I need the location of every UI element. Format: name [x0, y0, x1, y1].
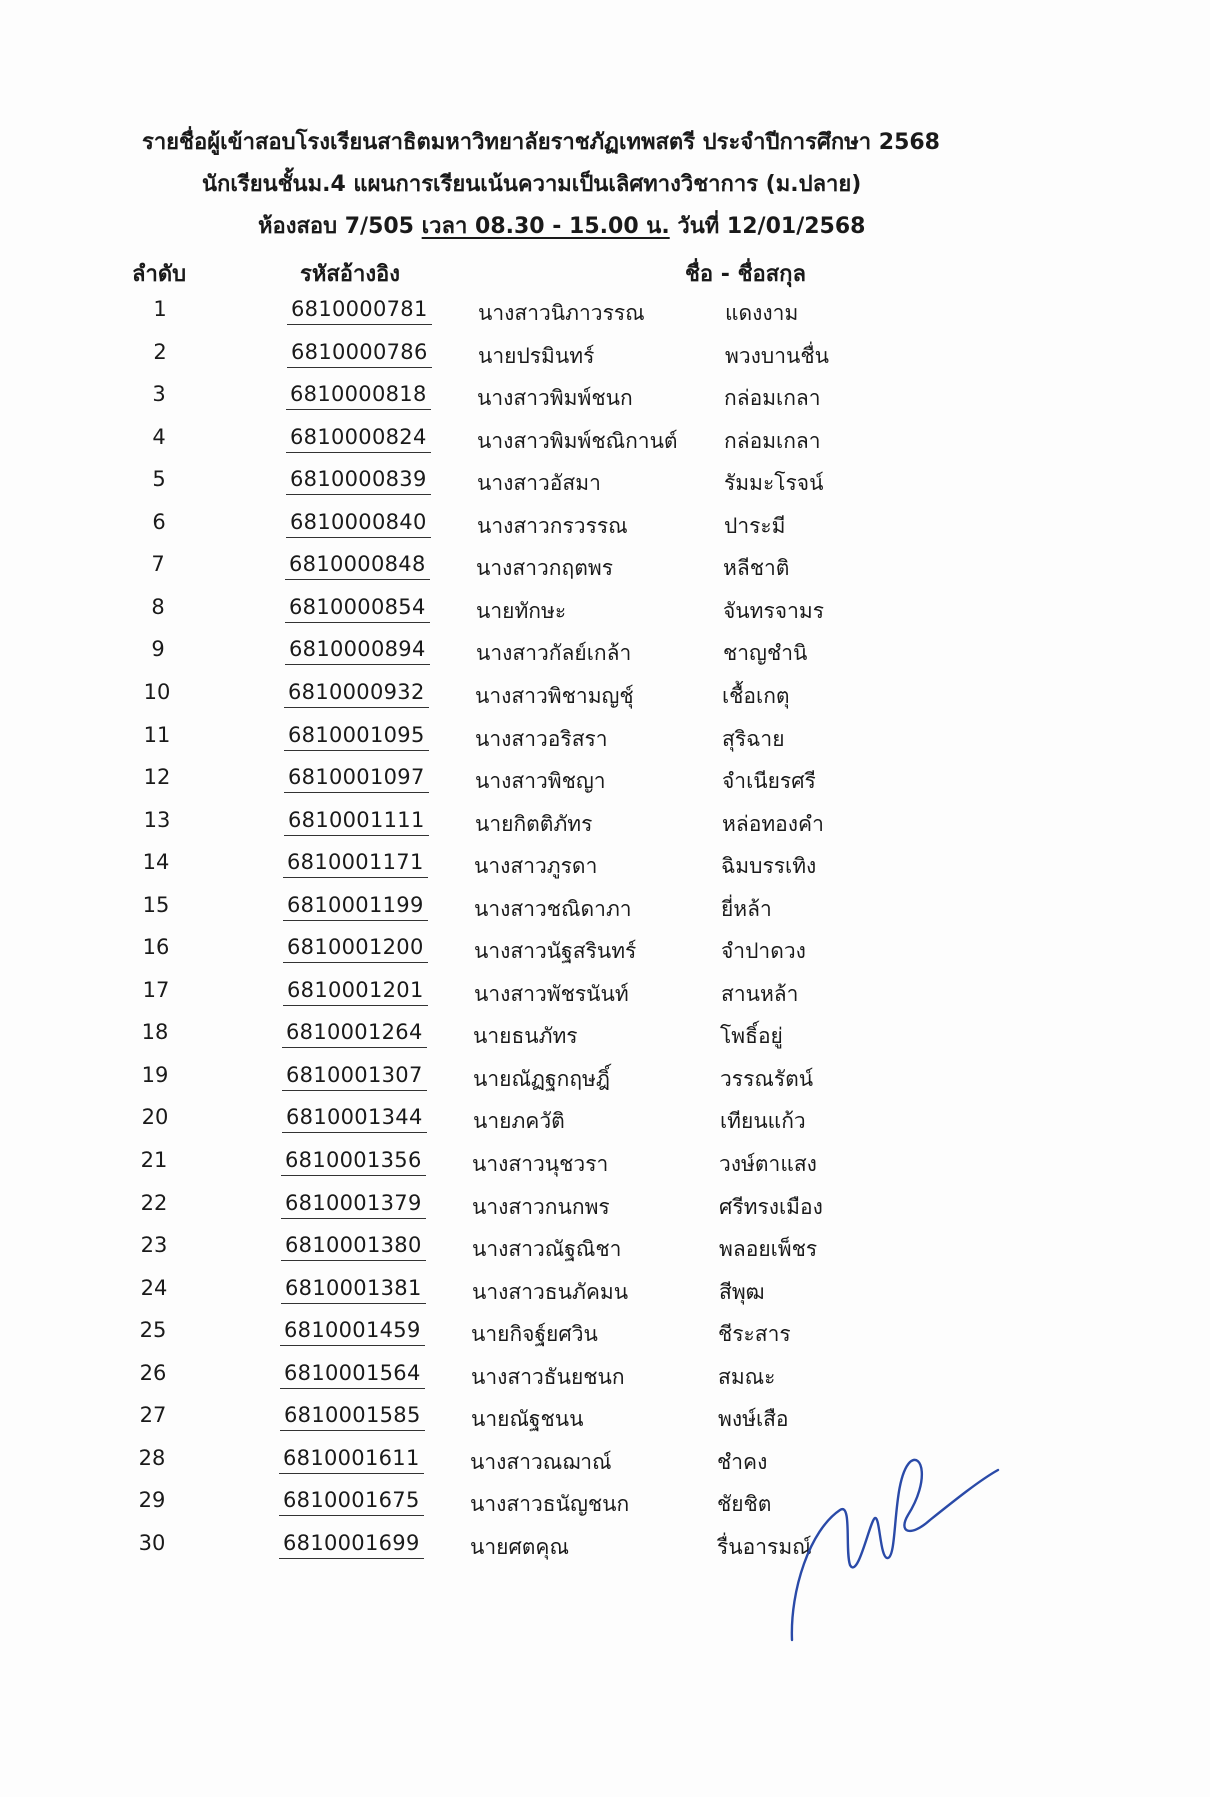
student-last-name: สีพุฒ: [719, 1280, 765, 1304]
student-first-name: นายกิตติภัทร: [475, 812, 593, 836]
ref-id: 6810000786: [287, 340, 432, 368]
ref-id: 6810001199: [283, 893, 428, 921]
table-row: [0, 1148, 1210, 1182]
row-number: 27: [139, 1403, 167, 1427]
table-row: [0, 1191, 1210, 1225]
student-last-name: แดงงาม: [725, 301, 799, 325]
row-number: 9: [151, 637, 165, 661]
student-last-name: ศรีทรงเมือง: [719, 1195, 823, 1219]
student-first-name: นางสาวกรวรรณ: [477, 514, 628, 538]
student-last-name: หล่อทองคำ: [722, 812, 824, 836]
exam-room-line: [258, 208, 865, 243]
row-number: 6: [152, 510, 166, 534]
student-last-name: รัมมะโรจน์: [724, 471, 824, 495]
exam-room: ห้องสอบ 7/505: [258, 214, 422, 239]
ref-id: 6810000840: [286, 510, 431, 538]
row-number: 24: [140, 1276, 168, 1300]
table-row: [0, 1446, 1210, 1480]
row-number: 16: [142, 935, 170, 959]
row-number: 12: [143, 765, 171, 789]
student-first-name: นางสาวนุชวรา: [472, 1152, 609, 1176]
table-row: [0, 1063, 1210, 1097]
student-first-name: นายกิจฐ์ยศวิน: [471, 1322, 598, 1346]
column-header-name: ชื่อ - ชื่อสกุล: [685, 262, 806, 287]
row-number: 28: [138, 1446, 166, 1470]
ref-id: 6810001611: [279, 1446, 424, 1474]
student-last-name: สมณะ: [718, 1365, 776, 1389]
table-row: [0, 978, 1210, 1012]
row-number: 8: [151, 595, 165, 619]
student-last-name: วรรณรัตน์: [720, 1067, 814, 1091]
student-first-name: นายปรมินทร์: [478, 344, 595, 368]
row-number: 14: [142, 850, 170, 874]
row-number: 1: [153, 297, 167, 321]
student-last-name: โพธิ์อยู่: [720, 1024, 783, 1048]
table-row: [0, 467, 1210, 501]
student-last-name: ชัยชิต: [717, 1492, 772, 1516]
ref-id: 6810000781: [287, 297, 432, 325]
ref-id: 6810001459: [280, 1318, 425, 1346]
ref-id: 6810000854: [285, 595, 430, 623]
table-row: [0, 765, 1210, 799]
table-row: [0, 808, 1210, 842]
student-first-name: นายณัฏฐกฤษฎิ์: [473, 1067, 610, 1091]
student-last-name: สุริฉาย: [722, 727, 785, 751]
ref-id: 6810001095: [284, 723, 429, 751]
student-first-name: นางสาวกนกพร: [472, 1195, 610, 1219]
row-number: 23: [140, 1233, 168, 1257]
student-last-name: สานหล้า: [721, 982, 799, 1006]
student-first-name: นางสาวณัฐณิชา: [472, 1237, 622, 1261]
student-last-name: ฉิมบรรเทิง: [721, 854, 817, 878]
student-last-name: จำเนียรศรี: [722, 769, 816, 793]
row-number: 17: [142, 978, 170, 1002]
student-first-name: นางสาวอัสมา: [477, 471, 601, 495]
ref-id: 6810001171: [283, 850, 428, 878]
row-number: 2: [153, 340, 167, 364]
row-number: 22: [140, 1191, 168, 1215]
student-first-name: นางสาวพิชญา: [475, 769, 606, 793]
ref-id: 6810001380: [281, 1233, 426, 1261]
student-first-name: นางสาวอริสรา: [475, 727, 608, 751]
row-number: 7: [151, 552, 165, 576]
student-last-name: วงษ์ตาแสง: [719, 1152, 817, 1176]
row-number: 19: [141, 1063, 169, 1087]
table-row: [0, 1531, 1210, 1565]
student-first-name: นางสาวกัลย์เกล้า: [476, 641, 632, 665]
row-number: 21: [140, 1148, 168, 1172]
student-first-name: นางสาวพิชามญชุ์: [475, 684, 634, 708]
table-row: [0, 893, 1210, 927]
table-row: [0, 1403, 1210, 1437]
student-last-name: เทียนแก้ว: [720, 1109, 806, 1133]
table-row: [0, 1361, 1210, 1395]
student-first-name: นางสาวกฤตพร: [476, 556, 613, 580]
table-row: [0, 552, 1210, 586]
student-last-name: หลีชาติ: [723, 556, 790, 580]
table-row: [0, 595, 1210, 629]
row-number: 11: [143, 723, 171, 747]
ref-id: 6810000848: [285, 552, 430, 580]
student-last-name: จำปาดวง: [721, 939, 806, 963]
student-last-name: ยี่หล้า: [721, 897, 772, 921]
table-row: [0, 723, 1210, 757]
row-number: 29: [138, 1488, 166, 1512]
student-first-name: นายธนภัทร: [473, 1024, 578, 1048]
student-first-name: นายทักษะ: [476, 599, 567, 623]
ref-id: 6810000824: [286, 425, 431, 453]
exam-time: เวลา 08.30 - 15.00 น.: [421, 214, 670, 239]
ref-id: 6810000839: [286, 467, 431, 495]
student-last-name: ชาญชำนิ: [723, 641, 808, 665]
row-number: 10: [143, 680, 171, 704]
table-row: [0, 1276, 1210, 1310]
row-number: 18: [141, 1020, 169, 1044]
ref-id: 6810001201: [283, 978, 428, 1006]
student-first-name: นางสาวธนภัคมน: [472, 1280, 629, 1304]
student-last-name: พลอยเพ็ชร: [719, 1237, 818, 1261]
ref-id: 6810000894: [285, 637, 430, 665]
ref-id: 6810000932: [284, 680, 429, 708]
table-row: [0, 1318, 1210, 1352]
ref-id: 6810001381: [281, 1276, 426, 1304]
student-last-name: กล่อมเกลา: [724, 386, 821, 410]
ref-id: 6810001699: [279, 1531, 424, 1559]
student-first-name: นางสาวธันยชนก: [471, 1365, 625, 1389]
table-row: [0, 340, 1210, 374]
row-number: 4: [152, 425, 166, 449]
table-row: [0, 1488, 1210, 1522]
student-last-name: พงษ์เสือ: [718, 1407, 789, 1431]
ref-id: 6810001344: [282, 1105, 427, 1133]
row-number: 5: [152, 467, 166, 491]
student-last-name: รื่นอารมณ์: [717, 1535, 812, 1559]
table-row: [0, 510, 1210, 544]
ref-id: 6810001675: [279, 1488, 424, 1516]
student-first-name: นางสาวนัฐสรินทร์: [474, 939, 637, 963]
table-row: [0, 1233, 1210, 1267]
ref-id: 6810001307: [282, 1063, 427, 1091]
table-row: [0, 935, 1210, 969]
student-last-name: เชื้อเกตุ: [722, 684, 790, 708]
table-row: [0, 425, 1210, 459]
table-row: [0, 297, 1210, 331]
ref-id: 6810001097: [284, 765, 429, 793]
student-first-name: นางสาวชณิดาภา: [474, 897, 632, 921]
ref-id: 6810001200: [283, 935, 428, 963]
ref-id: 6810001564: [280, 1361, 425, 1389]
student-last-name: พวงบานชื่น: [725, 344, 829, 368]
row-number: 25: [139, 1318, 167, 1342]
table-row: [0, 1105, 1210, 1139]
ref-id: 6810001264: [282, 1020, 427, 1048]
student-last-name: จันทรจามร: [723, 599, 825, 623]
student-first-name: นางสาวธนัญชนก: [470, 1492, 630, 1516]
student-first-name: นางสาวพิมพ์ชณิกานต์: [477, 429, 678, 453]
document-title: รายชื่อผู้เข้าสอบโรงเรียนสาธิตมหาวิทยาลัยราชภัฏเทพสตรี ประจำปีการศึกษา 2568: [142, 130, 940, 155]
row-number: 30: [138, 1531, 166, 1555]
row-number: 13: [143, 808, 171, 832]
student-first-name: นายภควัติ: [473, 1109, 565, 1133]
row-number: 3: [152, 382, 166, 406]
row-number: 20: [141, 1105, 169, 1129]
student-first-name: นางสาวพัชรนันท์: [474, 982, 629, 1006]
table-row: [0, 637, 1210, 671]
column-header-ref-id: รหัสอ้างอิง: [300, 262, 401, 287]
student-first-name: นายศตคุณ: [470, 1535, 569, 1559]
signature: [780, 1440, 1010, 1660]
document-subtitle: นักเรียนชั้นม.4 แผนการเรียนเน้นความเป็นเลิศทางวิชาการ (ม.ปลาย): [202, 172, 862, 197]
column-header-no: ลำดับ: [132, 262, 187, 287]
student-first-name: นางสาวภูรดา: [474, 854, 598, 878]
table-row: [0, 680, 1210, 714]
row-number: 26: [139, 1361, 167, 1385]
table-row: [0, 1020, 1210, 1054]
ref-id: 6810001111: [284, 808, 429, 836]
student-last-name: ชีระสาร: [718, 1322, 791, 1346]
table-row: [0, 850, 1210, 884]
ref-id: 6810001356: [281, 1148, 426, 1176]
student-first-name: นางสาวนิภาวรรณ: [478, 301, 645, 325]
student-last-name: ชำคง: [717, 1450, 768, 1474]
table-row: [0, 382, 1210, 416]
ref-id: 6810001379: [281, 1191, 426, 1219]
student-first-name: นายณัฐชนน: [471, 1407, 584, 1431]
student-last-name: ปาระมี: [724, 514, 786, 538]
row-number: 15: [142, 893, 170, 917]
ref-id: 6810001585: [280, 1403, 425, 1431]
student-first-name: นางสาวพิมพ์ชนก: [477, 386, 633, 410]
student-last-name: กล่อมเกลา: [724, 429, 821, 453]
exam-date: วันที่ 12/01/2568: [669, 214, 866, 239]
student-first-name: นางสาวณฌาณ์: [470, 1450, 612, 1474]
ref-id: 6810000818: [286, 382, 431, 410]
